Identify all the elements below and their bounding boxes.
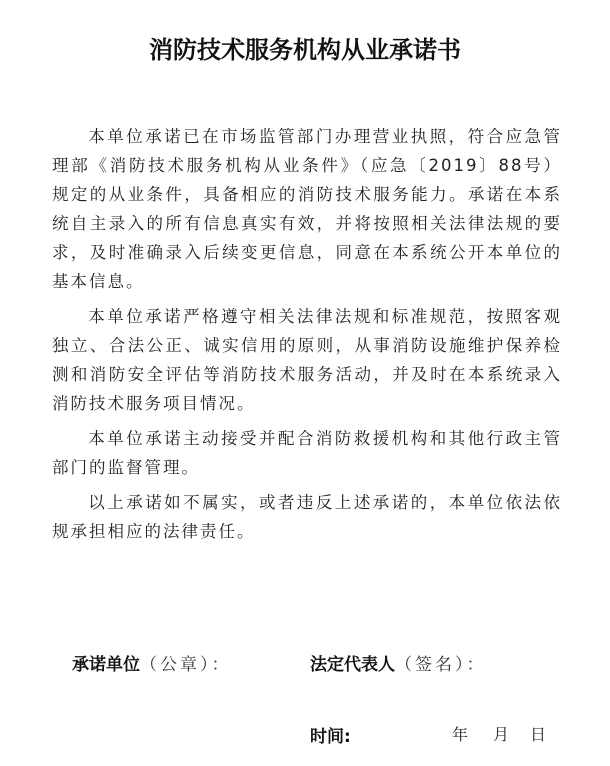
signature-time-label: 时间: [310, 727, 351, 747]
document-title: 消防技术服务机构从业承诺书 [149, 35, 461, 64]
signature-unit [72, 650, 232, 675]
document-body [52, 122, 562, 552]
paragraph-3: 本单位承诺主动接受并配合消防救援机构和其他行政主管部门的监督管理。 [52, 429, 562, 477]
paragraph-2: 本单位承诺严格遵守相关法律法规和标准规范，按照客观独立、合法公正、诚实信用的原则，从事消防设施维护保养检测和消防安全评估等消防技术服务活动，并及时在本系统录入消防技术服务项目情况。 [52, 307, 562, 413]
signature-rep-label: 法定代表人 [310, 655, 395, 675]
signature-unit-label: 承诺单位 [72, 655, 140, 675]
date-month: 月 [493, 725, 510, 744]
date-day: 日 [530, 725, 547, 744]
signature-rep-paren: （签名）： [395, 655, 487, 675]
signature-time [310, 722, 351, 747]
signature-unit-paren: （公章）： [140, 655, 232, 675]
signature-representative [310, 650, 487, 675]
paragraph-4: 以上承诺如不属实，或者违反上述承诺的，本单位依法依规承担相应的法律责任。 [52, 493, 562, 541]
paragraph-1: 本单位承诺已在市场监管部门办理营业执照，符合应急管理部《消防技术服务机构从业条件》（应急〔2019〕88号）规定的从业条件，具备相应的消防技术服务能力。承诺在本系统自主录入的所有信息真实有效，并将按照相关法律法规的要求，及时准确录入后续变更信息，同意在本系统公开本单位的基本信息。 [52, 127, 562, 291]
date-year: 年 [452, 725, 469, 744]
